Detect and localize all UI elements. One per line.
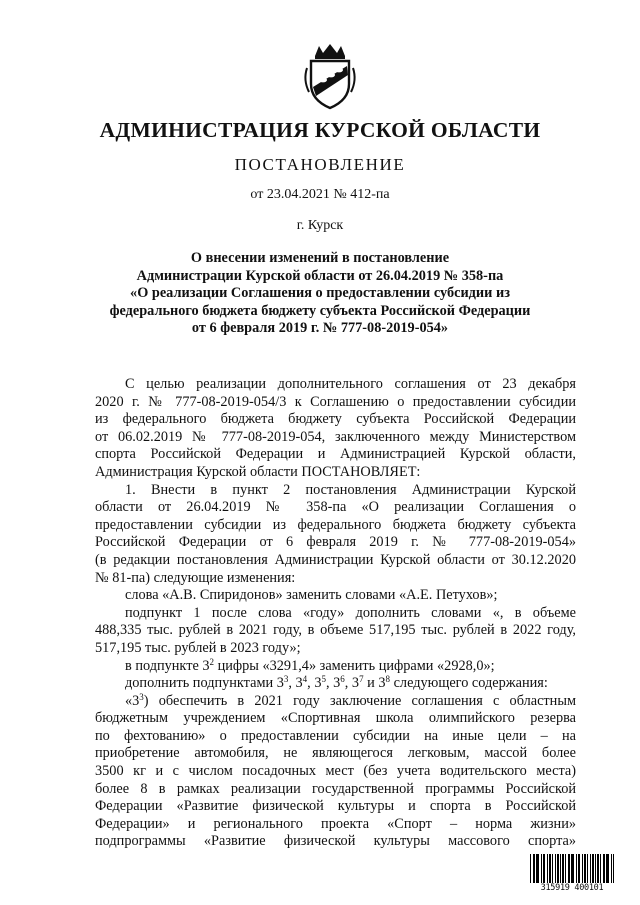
barcode-bar	[530, 854, 531, 884]
barcode-bar	[565, 854, 566, 884]
barcode-bar	[603, 854, 605, 884]
body-line: Администрация Курской области ПОСТАНОВЛЯЕТ:	[95, 463, 421, 480]
title-line: Администрации Курской области от 26.04.2019 № 358-па	[136, 267, 504, 284]
barcode-bar	[536, 854, 539, 884]
body-line: по фехтованию» о предоставлении субсидии на иные цели – на	[95, 727, 576, 744]
body-line: (в редакции постановления Администрации Курской области от 30.12.2020	[95, 551, 576, 568]
title-line: О внесении изменений в постановление	[190, 250, 450, 266]
barcode-bar	[606, 854, 609, 884]
body-line: Федерации «Развитие физической культуры и спорта в Российской	[95, 798, 576, 815]
body-line: 488,335 тыс. рублей в 2021 году, в объеме 517,195 тыс. рублей в 2022 году,	[95, 622, 576, 639]
title-line: федерального бюджета бюджету субъекта Российской Федерации	[109, 302, 531, 319]
body-line: 517,195 тыс. рублей в 2023 году»;	[95, 639, 301, 656]
organization-title: АДМИНИСТРАЦИЯ КУРСКОЙ ОБЛАСТИ	[99, 118, 541, 142]
barcode-bar	[597, 854, 599, 884]
barcode-bar	[613, 854, 614, 884]
barcode-bar	[568, 854, 570, 884]
barcode-bar	[590, 854, 591, 884]
body-line: Российской Федерации от 6 февраля 2019 г. № 777-08-2019-054»	[95, 534, 576, 551]
body-line: подпрограммы «Развитие физической культуры массового спорта»	[95, 833, 576, 850]
body-line: более 8 в рамках реализации государственной программы Российской	[95, 780, 576, 797]
document-body	[95, 376, 576, 851]
barcode-bar	[587, 854, 588, 884]
barcode-bar	[611, 854, 612, 884]
body-line: Федерации» и регионального проекта «Спорт – норма жизни»	[95, 815, 576, 832]
body-line: № 81-па) следующие изменения:	[95, 569, 296, 586]
barcode-bar	[543, 854, 545, 884]
body-line: слова «А.В. Спиридонов» заменить словами «А.Е. Петухов»;	[125, 587, 498, 604]
barcode-bar	[560, 854, 561, 884]
body-line: бюджетным учреждением «Спортивная школа олимпийского резерва	[95, 710, 576, 727]
document-type: ПОСТАНОВЛЕНИЕ	[234, 155, 406, 174]
barcode-bar	[584, 854, 586, 884]
barcode-bar	[592, 854, 594, 884]
body-line: из федерального бюджета бюджету субъекта Российской Федерации	[95, 411, 576, 428]
barcode-bar	[547, 854, 548, 884]
barcode-bar	[557, 854, 559, 884]
body-line: предоставлении субсидии из федерального бюджета бюджету субъекта	[95, 516, 576, 533]
body-line: 2020 г. № 777-08-2019-054/3 к Соглашению о предоставлении субсидии	[95, 393, 576, 410]
barcode-bar	[541, 854, 542, 884]
barcode-bar	[552, 854, 553, 884]
body-line: области от 26.04.2019 № 358-па «О реализации Соглашения о	[95, 499, 576, 516]
barcode-bar	[578, 854, 580, 884]
body-line: спорта Российской Федерации и Администрацией Курской области,	[95, 446, 576, 463]
document-date-number: от 23.04.2021 № 412-па	[250, 187, 390, 202]
barcode-bar	[571, 854, 574, 884]
barcode-bar	[562, 854, 564, 884]
body-line: С целью реализации дополнительного соглашения от 23 декабря	[125, 376, 576, 392]
barcode-bar	[600, 854, 601, 884]
barcode-number: 315919 400101	[527, 883, 617, 893]
document-city: г. Курск	[296, 218, 344, 233]
body-line: дополнить подпунктами $3^3$, $3^4$, $3^5$, $3^6$, $3^7$ и $3^8$ следующего содержания:	[125, 675, 548, 692]
body-line: приобретение автомобиля, не являющегося легковым, массой более	[95, 745, 576, 762]
barcode-bar	[555, 854, 556, 884]
title-line: «О реализации Соглашения о предоставлении субсидии из	[130, 285, 510, 302]
body-line: 1. Внести в пункт 2 постановления Администрации Курской	[125, 481, 576, 498]
body-line: подпункт 1 после слова «году» дополнить словами «, в объеме	[125, 604, 576, 621]
document-title	[95, 250, 545, 338]
barcode-bar	[549, 854, 551, 884]
body-line: в подпункте $3^2$ цифры «3291,4» заменить цифрами «2928,0»;	[125, 657, 495, 674]
body-line: от 06.02.2019 № 777-08-2019-054, заключенного между Министерством	[95, 428, 576, 445]
barcode-bar	[582, 854, 583, 884]
body-line: 3500 кг и с числом посадочных мест (без учета водительского места)	[95, 763, 576, 780]
title-line: от 6 февраля 2019 г. № 777-08-2019-054»	[191, 320, 449, 337]
body-line: «$3^3$) обеспечить в 2021 году заключение соглашения с областным	[125, 692, 576, 709]
barcode-bar	[576, 854, 577, 884]
barcode-bar	[595, 854, 596, 884]
barcode-bar	[533, 854, 535, 884]
coat-of-arms-icon	[301, 42, 359, 110]
